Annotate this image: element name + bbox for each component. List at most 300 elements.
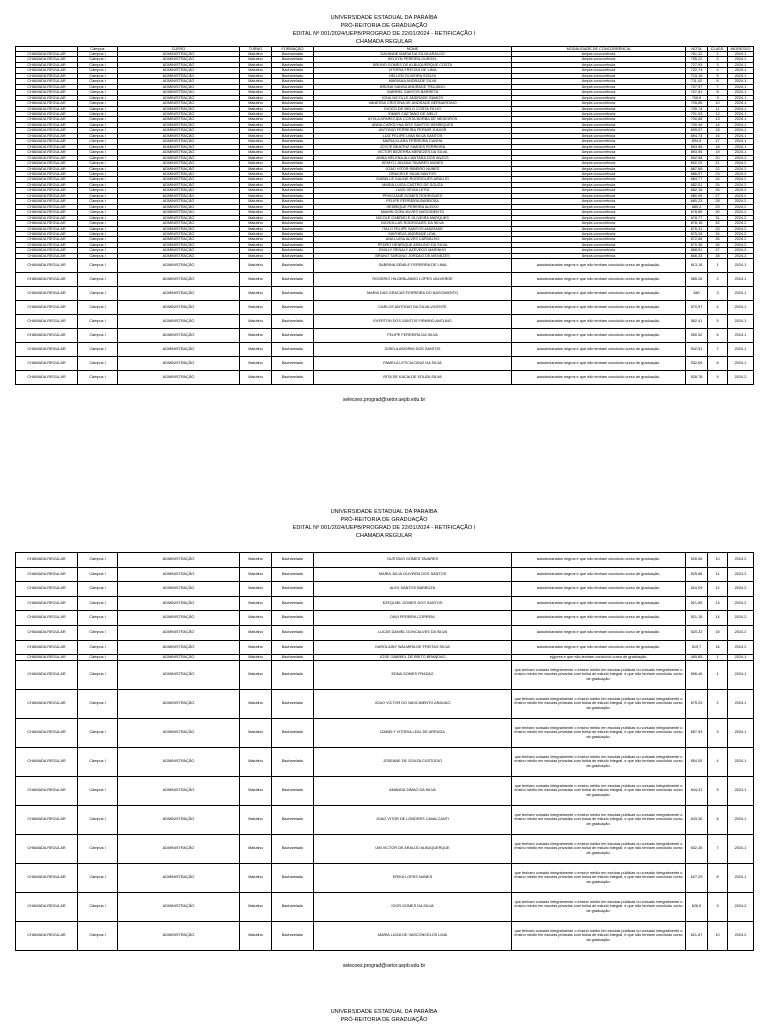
cell-curso: ADMINISTRAÇÃO [118, 747, 240, 776]
cell-tipo: CHAMADA REGULAR [16, 805, 78, 834]
cell-class: 1 [708, 660, 728, 689]
cell-curso: ADMINISTRAÇÃO [118, 718, 240, 747]
cell-modalidade: Ampla concorrência [512, 155, 686, 160]
cell-campus: Câmpus I [78, 640, 118, 655]
cell-nome: ANA LUISA ALVES CARVALHO [314, 237, 512, 242]
cell-tipo: CHAMADA REGULAR [16, 73, 78, 78]
table-row [16, 863, 754, 892]
cell-formacao: Bacharelado [272, 139, 314, 144]
cell-modalidade: Ampla concorrência [512, 101, 686, 106]
cell-class: 22 [708, 166, 728, 171]
cell-campus: Câmpus I [78, 101, 118, 106]
cell-ingresso: 2024.2 [728, 640, 754, 655]
cell-nota: 680,59 [686, 193, 708, 198]
cell-modalidade: Ampla concorrência [512, 117, 686, 122]
cell-curso: ADMINISTRAÇÃO [118, 329, 240, 343]
university-title: UNIVERSIDADE ESTADUAL DA PARAÍBA [330, 15, 438, 21]
cell-curso: ADMINISTRAÇÃO [118, 73, 240, 78]
cell-tipo: CHAMADA REGULAR [16, 111, 78, 116]
cell-class: 15 [708, 625, 728, 640]
table-row [16, 805, 754, 834]
cell-ingresso: 2024.2 [728, 161, 754, 166]
cell-formacao: Bacharelado [272, 660, 314, 689]
cell-turno: Matutino [240, 834, 272, 863]
cell-turno: Matutino [240, 315, 272, 329]
cell-modalidade: Ampla concorrência [512, 210, 686, 215]
cell-turno: Matutino [240, 343, 272, 357]
cell-nota: 657,93 [686, 718, 708, 747]
footer-email: selecoes.prograd@setor.uepb.edu.br [342, 397, 426, 404]
cell-nota: 695,57 [686, 128, 708, 133]
cell-formacao: Bacharelado [272, 221, 314, 226]
cell-tipo: CHAMADA REGULAR [16, 68, 78, 73]
column-header: NOME [314, 47, 512, 52]
cell-campus: Câmpus I [78, 242, 118, 247]
cell-campus: Câmpus I [78, 182, 118, 187]
cell-tipo: CHAMADA REGULAR [16, 150, 78, 155]
cell-curso: ADMINISTRAÇÃO [118, 301, 240, 315]
cell-formacao: Bacharelado [272, 193, 314, 198]
cell-modalidade: autodeclarados negros e que não tenham concluído curso de graduação. [512, 640, 686, 655]
cell-curso: ADMINISTRAÇÃO [118, 204, 240, 209]
cell-formacao: Bacharelado [272, 640, 314, 655]
cell-nota: 705,74 [686, 106, 708, 111]
cell-campus: Câmpus I [78, 188, 118, 193]
cell-class: 16 [708, 133, 728, 138]
cell-nome: EVERTON DOS SANTOS FIRMINO AVELINO [314, 315, 512, 329]
cell-class: 18 [708, 144, 728, 149]
table-row [16, 259, 754, 273]
cell-modalidade: que tenham cursado integralmente o ensino médio em escolas públicas ou cursado integralmente o ensino médio em escolas privadas com bolsa de estudo integral, e que não tenham concluído curso de graduação. [512, 747, 686, 776]
cell-campus: Câmpus I [78, 357, 118, 371]
cell-tipo: CHAMADA REGULAR [16, 139, 78, 144]
cell-tipo: CHAMADA REGULAR [16, 122, 78, 127]
cell-nome: VANESSA CRISTINA DE ANDRADE BERNARDINO [314, 101, 512, 106]
cell-nota: 680,23 [686, 199, 708, 204]
cell-nota: 678,77 [686, 215, 708, 220]
page2-header [0, 508, 768, 540]
cell-formacao: Bacharelado [272, 655, 314, 660]
cell-modalidade: que tenham cursado integralmente o ensino médio em escolas públicas ou cursado integralmente o ensino médio em escolas privadas com bolsa de estudo integral, e que não tenham concluído curso de graduação. [512, 834, 686, 863]
cell-turno: Matutino [240, 221, 272, 226]
cell-modalidade: Ampla concorrência [512, 90, 686, 95]
cell-campus: Câmpus I [78, 193, 118, 198]
cell-turno: Matutino [240, 640, 272, 655]
cell-nome: GISELA AMORIM DOS SANTOS [314, 343, 512, 357]
cell-modalidade: autodeclarados negros e que não tenham concluído curso de graduação. [512, 329, 686, 343]
cell-formacao: Bacharelado [272, 52, 314, 57]
cell-nota: 621,67 [686, 921, 708, 950]
cell-class: 5 [708, 315, 728, 329]
cell-curso: ADMINISTRAÇÃO [118, 625, 240, 640]
cell-tipo: CHAMADA REGULAR [16, 582, 78, 597]
cell-nota: 675,29 [686, 689, 708, 718]
cell-nome: MARIANA ANDRADE SILVA [314, 79, 512, 84]
cell-ingresso: 2024.1 [728, 660, 754, 689]
cell-tipo: CHAMADA REGULAR [16, 188, 78, 193]
cell-class: 16 [708, 640, 728, 655]
cell-modalidade: Ampla concorrência [512, 237, 686, 242]
cell-formacao: Bacharelado [272, 128, 314, 133]
cell-nome: JOAO VITOR RIBEIRO NUNES [314, 166, 512, 171]
cell-nome: HENRIQUE PEREIRA ALEIXO [314, 204, 512, 209]
cell-class: 4 [708, 747, 728, 776]
cell-formacao: Bacharelado [272, 237, 314, 242]
cell-turno: Matutino [240, 892, 272, 921]
cell-ingresso: 2024.1 [728, 834, 754, 863]
cell-turno: Matutino [240, 84, 272, 89]
cell-nome: PEDRO HENRIQUE ADELINO DA SILVA [314, 242, 512, 247]
cell-ingresso: 2024.1 [728, 122, 754, 127]
cell-tipo: CHAMADA REGULAR [16, 177, 78, 182]
cell-nota: 550,52 [686, 329, 708, 343]
cell-campus: Câmpus I [78, 111, 118, 116]
cell-ingresso: 2024.1 [728, 689, 754, 718]
cell-curso: ADMINISTRAÇÃO [118, 596, 240, 611]
cell-turno: Matutino [240, 155, 272, 160]
cell-nota: 682,51 [686, 182, 708, 187]
cell-turno: Matutino [240, 133, 272, 138]
cell-campus: Câmpus I [78, 718, 118, 747]
cell-nome: MARIA DAS GRACAS FERREIRA DO NASCIMENTO [314, 287, 512, 301]
cell-modalidade: Ampla concorrência [512, 133, 686, 138]
cell-nota: 521,15 [686, 611, 708, 626]
cell-tipo: CHAMADA REGULAR [16, 155, 78, 160]
cell-formacao: Bacharelado [272, 68, 314, 73]
cell-turno: Matutino [240, 689, 272, 718]
cell-campus: Câmpus I [78, 776, 118, 805]
cell-campus: Câmpus I [78, 301, 118, 315]
cell-turno: Matutino [240, 655, 272, 660]
cell-modalidade: autodeclarados negros e que não tenham concluído curso de graduação. [512, 315, 686, 329]
cell-turno: Matutino [240, 231, 272, 236]
cell-curso: ADMINISTRAÇÃO [118, 660, 240, 689]
cell-tipo: CHAMADA REGULAR [16, 567, 78, 582]
cell-curso: ADMINISTRAÇÃO [118, 921, 240, 950]
cell-nota: 678,85 [686, 210, 708, 215]
cell-nome: EDNA GOMES FRAZAO [314, 660, 512, 689]
cell-class: 32 [708, 221, 728, 226]
cell-ingresso: 2024.2 [728, 199, 754, 204]
cell-modalidade: autodeclarados negros e que não tenham concluído curso de graduação. [512, 357, 686, 371]
results-table-page2 [15, 552, 754, 951]
cell-tipo: CHAMADA REGULAR [16, 95, 78, 100]
cell-ingresso: 2024.1 [728, 111, 754, 116]
cell-ingresso: 2024.1 [728, 79, 754, 84]
cell-campus: Câmpus I [78, 329, 118, 343]
cell-ingresso: 2024.2 [728, 242, 754, 247]
cell-tipo: CHAMADA REGULAR [16, 553, 78, 568]
cell-curso: ADMINISTRAÇÃO [118, 553, 240, 568]
cell-modalidade: que tenham cursado integralmente o ensino médio em escolas públicas ou cursado integralmente o ensino médio em escolas privadas com bolsa de estudo integral, e que não tenham concluído curso de graduação. [512, 718, 686, 747]
cell-turno: Matutino [240, 188, 272, 193]
cell-formacao: Bacharelado [272, 101, 314, 106]
cell-tipo: CHAMADA REGULAR [16, 210, 78, 215]
cell-turno: Matutino [240, 161, 272, 166]
cell-nota: 520,22 [686, 625, 708, 640]
cell-ingresso: 2024.1 [728, 133, 754, 138]
cell-ingresso: 2024.2 [728, 253, 754, 258]
cell-class: 5 [708, 776, 728, 805]
cell-ingresso: 2024.1 [728, 144, 754, 149]
cell-campus: Câmpus I [78, 371, 118, 385]
cell-campus: Câmpus I [78, 237, 118, 242]
cell-campus: Câmpus I [78, 553, 118, 568]
column-header: INGRESSO [728, 47, 754, 52]
cell-nome: MATHEUS ANDRADE LEAL [314, 231, 512, 236]
cell-ingresso: 2024.1 [728, 776, 754, 805]
cell-turno: Matutino [240, 111, 272, 116]
cell-modalidade: autodeclarados negros e que não tenham concluído curso de graduação. [512, 273, 686, 287]
cell-nota: 525,88 [686, 567, 708, 582]
cell-nota: 675,28 [686, 231, 708, 236]
cell-class: 19 [708, 150, 728, 155]
cell-modalidade: Ampla concorrência [512, 84, 686, 89]
column-header: CURSO [118, 47, 240, 52]
cell-nota: 701,03 [686, 111, 708, 116]
cell-class: 8 [708, 357, 728, 371]
cell-formacao: Bacharelado [272, 315, 314, 329]
cell-nome: DAYANNE MARIA DA SILVA ARAUJO [314, 52, 512, 57]
cell-turno: Matutino [240, 301, 272, 315]
cell-nome: AYSLA APARECIDA COSTA BORBA DE MEDEIROS [314, 117, 512, 122]
cell-turno: Matutino [240, 660, 272, 689]
results-table-page1 [15, 46, 754, 385]
cell-nome: GABRIEL SANTOS BARRETA [314, 90, 512, 95]
cell-campus: Câmpus I [78, 161, 118, 166]
cell-turno: Matutino [240, 582, 272, 597]
cell-campus: Câmpus I [78, 122, 118, 127]
cell-turno: Matutino [240, 253, 272, 258]
table-row [16, 625, 754, 640]
cell-modalidade: que tenham cursado integralmente o ensino médio em escolas públicas ou cursado integralmente o ensino médio em escolas privadas com bolsa de estudo integral, e que não tenham concluído curso de graduação. [512, 921, 686, 950]
cell-nome: BRUNA SANSA ANDRADE TRAJANO [314, 84, 512, 89]
cell-class: 6 [708, 805, 728, 834]
cell-nome: IOMAR CAETANO DE MELO [314, 111, 512, 116]
page1-header [0, 0, 768, 46]
column-header: Câmpus [78, 47, 118, 52]
cell-class: 10 [708, 921, 728, 950]
cell-formacao: Bacharelado [272, 150, 314, 155]
cell-tipo: CHAMADA REGULAR [16, 221, 78, 226]
cell-nome: JOYCE BEATRIZ SIMOES FERREIRA [314, 144, 512, 149]
cell-formacao: Bacharelado [272, 596, 314, 611]
cell-class: 3 [708, 718, 728, 747]
cell-nota: 632,35 [686, 834, 708, 863]
cell-nome: JOAO VICTOR DO NASCIMENTO ARAGAO [314, 689, 512, 718]
cell-turno: Matutino [240, 73, 272, 78]
cell-curso: ADMINISTRAÇÃO [118, 139, 240, 144]
cell-tipo: CHAMADA REGULAR [16, 273, 78, 287]
cell-formacao: Bacharelado [272, 177, 314, 182]
cell-ingresso: 2024.2 [728, 215, 754, 220]
cell-nota: 676,31 [686, 226, 708, 231]
cell-class: 26 [708, 188, 728, 193]
cell-class: 12 [708, 111, 728, 116]
cell-ingresso: 2024.1 [728, 357, 754, 371]
cell-campus: Câmpus I [78, 57, 118, 62]
table-row [16, 747, 754, 776]
cell-modalidade: Ampla concorrência [512, 57, 686, 62]
cell-formacao: Bacharelado [272, 343, 314, 357]
cell-class: 2 [708, 57, 728, 62]
cell-modalidade: Ampla concorrência [512, 106, 686, 111]
cell-curso: ADMINISTRAÇÃO [118, 215, 240, 220]
cell-nota: 707,81 [686, 90, 708, 95]
cell-nota: 580 [686, 287, 708, 301]
cell-class: 20 [708, 155, 728, 160]
cell-curso: ADMINISTRAÇÃO [118, 144, 240, 149]
cell-tipo: CHAMADA REGULAR [16, 834, 78, 863]
cell-turno: Matutino [240, 171, 272, 176]
cell-curso: ADMINISTRAÇÃO [118, 259, 240, 273]
cell-turno: Matutino [240, 805, 272, 834]
cell-nome: BRUNO TARGINO JORDAO DE MENEZES [314, 253, 512, 258]
department-title: PRÓ-REITORIA DE GRADUAÇÃO [340, 23, 428, 29]
cell-turno: Matutino [240, 287, 272, 301]
cell-modalidade: Ampla concorrência [512, 52, 686, 57]
cell-formacao: Bacharelado [272, 747, 314, 776]
cell-campus: Câmpus I [78, 128, 118, 133]
cell-turno: Matutino [240, 62, 272, 67]
cell-formacao: Bacharelado [272, 133, 314, 138]
cell-ingresso: 2024.1 [728, 343, 754, 357]
cell-nota: 562,41 [686, 315, 708, 329]
cell-curso: ADMINISTRAÇÃO [118, 776, 240, 805]
cell-nota: 542,51 [686, 343, 708, 357]
cell-class: 2 [708, 689, 728, 718]
cell-ingresso: 2024.2 [728, 221, 754, 226]
cell-nota: 686,97 [686, 171, 708, 176]
cell-modalidade: Ampla concorrência [512, 68, 686, 73]
cell-class: 12 [708, 582, 728, 597]
call-title: CHAMADA REGULAR [355, 39, 413, 45]
cell-class: 1 [708, 259, 728, 273]
university-title: UNIVERSIDADE ESTADUAL DA PARAÍBA [330, 509, 438, 515]
cell-ingresso: 2024.2 [728, 921, 754, 950]
cell-class: 10 [708, 553, 728, 568]
cell-nota: 633,35 [686, 805, 708, 834]
cell-class: 8 [708, 863, 728, 892]
cell-curso: ADMINISTRAÇÃO [118, 171, 240, 176]
cell-curso: ADMINISTRAÇÃO [118, 193, 240, 198]
cell-curso: ADMINISTRAÇÃO [118, 52, 240, 57]
cell-nome: LUIZ FELIPE LIMA SILVA SANTOS [314, 133, 512, 138]
cell-class: 6 [708, 329, 728, 343]
cell-curso: ADMINISTRAÇÃO [118, 315, 240, 329]
cell-nome: PRISCIANE GOMES RODRIGUES [314, 193, 512, 198]
cell-formacao: Bacharelado [272, 215, 314, 220]
cell-class: 38 [708, 253, 728, 258]
cell-campus: Câmpus I [78, 231, 118, 236]
cell-curso: ADMINISTRAÇÃO [118, 188, 240, 193]
cell-class: 7 [708, 84, 728, 89]
cell-class: 33 [708, 226, 728, 231]
cell-campus: Câmpus I [78, 166, 118, 171]
cell-nota: 528,78 [686, 371, 708, 385]
department-title: PRÓ-REITORIA DE GRADUAÇÃO [340, 1017, 428, 1023]
table-row [16, 582, 754, 597]
cell-nota: 521,85 [686, 596, 708, 611]
cell-tipo: CHAMADA REGULAR [16, 357, 78, 371]
cell-class: 9 [708, 371, 728, 385]
cell-formacao: Bacharelado [272, 863, 314, 892]
cell-class: 1 [708, 52, 728, 57]
cell-modalidade: Ampla concorrência [512, 221, 686, 226]
cell-tipo: CHAMADA REGULAR [16, 128, 78, 133]
cell-modalidade: Ampla concorrência [512, 79, 686, 84]
cell-tipo: CHAMADA REGULAR [16, 287, 78, 301]
cell-turno: Matutino [240, 122, 272, 127]
cell-curso: ADMINISTRAÇÃO [118, 161, 240, 166]
cell-modalidade: autodeclarados negros e que não tenham concluído curso de graduação. [512, 582, 686, 597]
cell-ingresso: 2024.1 [728, 863, 754, 892]
cell-campus: Câmpus I [78, 921, 118, 950]
cell-class: 4 [708, 68, 728, 73]
cell-nota: 692,29 [686, 161, 708, 166]
cell-ingresso: 2024.1 [728, 62, 754, 67]
cell-class: 17 [708, 139, 728, 144]
cell-turno: Matutino [240, 611, 272, 626]
cell-ingresso: 2024.2 [728, 611, 754, 626]
cell-class: 9 [708, 892, 728, 921]
cell-class: 13 [708, 117, 728, 122]
cell-class: 36 [708, 242, 728, 247]
cell-campus: Câmpus I [78, 52, 118, 57]
cell-modalidade: Ampla concorrência [512, 73, 686, 78]
cell-tipo: CHAMADA REGULAR [16, 301, 78, 315]
cell-turno: Matutino [240, 52, 272, 57]
column-header: FORMAÇÃO [272, 47, 314, 52]
cell-nome: ERIKA LOPES NUNES [314, 863, 512, 892]
cell-campus: Câmpus I [78, 834, 118, 863]
cell-turno: Matutino [240, 329, 272, 343]
cell-formacao: Bacharelado [272, 259, 314, 273]
cell-nota: 680,2 [686, 204, 708, 209]
cell-curso: ADMINISTRAÇÃO [118, 863, 240, 892]
cell-nota: 693,95 [686, 150, 708, 155]
cell-turno: Matutino [240, 237, 272, 242]
cell-campus: Câmpus I [78, 155, 118, 160]
cell-ingresso: 2024.1 [728, 139, 754, 144]
cell-formacao: Bacharelado [272, 122, 314, 127]
cell-nota: 706,6 [686, 95, 708, 100]
cell-nota: 755,22 [686, 57, 708, 62]
cell-nome: EMILLY RENALY AZEVEDO MARINHO [314, 248, 512, 253]
cell-tipo: CHAMADA REGULAR [16, 79, 78, 84]
cell-ingresso: 2024.1 [728, 329, 754, 343]
cell-nome: MARIA LUIZA DE VASCONCELOS LIMA [314, 921, 512, 950]
cell-ingresso: 2024.2 [728, 182, 754, 187]
cell-campus: Câmpus I [78, 273, 118, 287]
cell-ingresso: 2024.1 [728, 73, 754, 78]
cell-class: 27 [708, 193, 728, 198]
cell-curso: ADMINISTRAÇÃO [118, 177, 240, 182]
cell-modalidade: Ampla concorrência [512, 226, 686, 231]
cell-formacao: Bacharelado [272, 182, 314, 187]
cell-campus: Câmpus I [78, 655, 118, 660]
cell-nota: 761,22 [686, 52, 708, 57]
cell-nome: KELVYN PEREIRA GURGEL [314, 57, 512, 62]
cell-nota: 684,77 [686, 177, 708, 182]
cell-turno: Matutino [240, 215, 272, 220]
cell-turno: Matutino [240, 128, 272, 133]
cell-nome: MARIA KLARA FERREIRA CUNHA [314, 139, 512, 144]
cell-nota: 678,16 [686, 221, 708, 226]
cell-tipo: CHAMADA REGULAR [16, 90, 78, 95]
cell-curso: ADMINISTRAÇÃO [118, 155, 240, 160]
cell-nome: IGOR GOMES DA SILVA [314, 892, 512, 921]
